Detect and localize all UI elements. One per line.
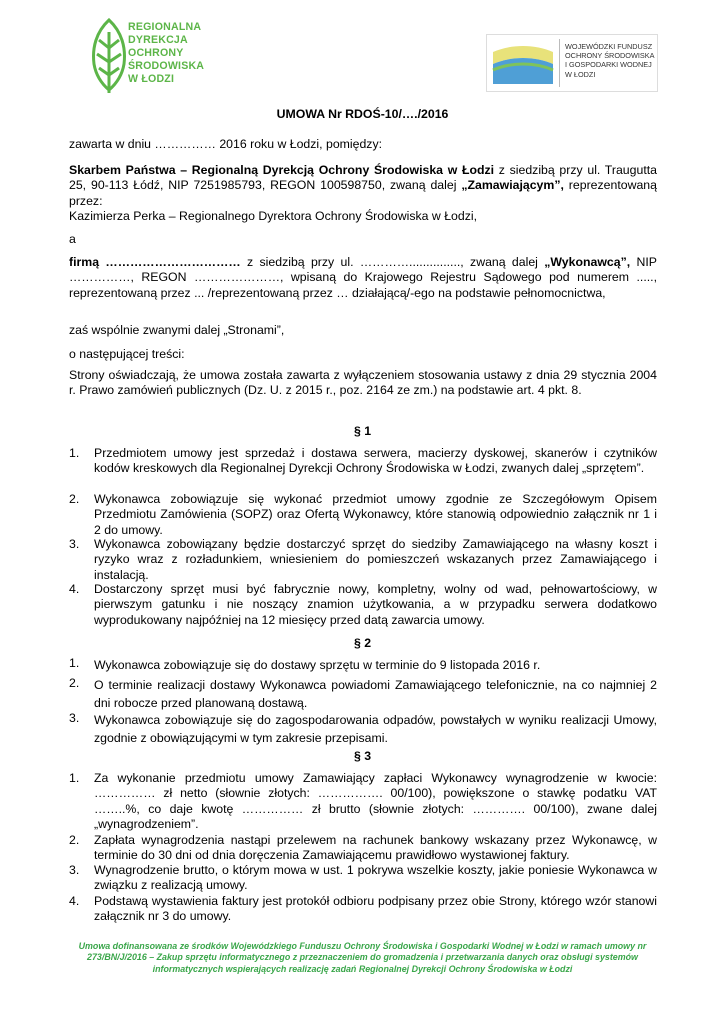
party1-alias: „Zamawiającym”,	[461, 178, 564, 193]
party1-representation: reprezentowaną przez:	[69, 178, 657, 208]
section-heading: § 1	[353, 424, 372, 438]
list-item-number: 2.	[69, 492, 80, 506]
list-item-number: 3.	[69, 537, 80, 551]
list-item	[69, 894, 657, 925]
wfos-logo-line: I GOSPODARKI WODNEJ	[565, 60, 652, 70]
list-item-text: Za wykonanie przedmiotu umowy Zamawiający zapłaci Wykonawcy wynagrodzenie w kwocie: …………… zł netto (słownie złotych: ……………. 00/100), powiększone o stawkę podatku VAT ……..%, co daje kwotę …………… zł brutto (słownie złotych: …………. 00/100), zwane dalej „wynagrodzeniem”.	[94, 771, 657, 832]
jointly-line: zaś wspólnie zwanymi dalej „Stronami”,	[69, 323, 285, 337]
list-item	[69, 656, 657, 674]
rdos-logo	[90, 18, 210, 98]
list-item-text: Wykonawca zobowiązany będzie dostarczyć sprzęt do siedziby Zamawiającego na własny koszt i ryzyko wraz z rozładunkiem, wniesieniem do pomieszczeń wskazanych przez Zamawiającego i instalacją.	[94, 537, 657, 582]
party2-paragraph	[69, 255, 657, 301]
list-item	[69, 771, 657, 833]
party2-registration: NIP ……………, REGON …………………, wpisaną do Krajowego Rejestru Sądowego pod numerem ....., reprezentowaną przez ... /reprezentowaną przez … działającą/-ego na podstawie pełnomocnictwa,	[69, 255, 657, 300]
party1-representative: Kazimierza Perka – Regionalnego Dyrektora Ochrony Środowiska w Łodzi,	[69, 209, 478, 223]
date-line: zawarta w dniu …………… 2016 roku w Łodzi, pomiędzy:	[69, 137, 383, 151]
party1-paragraph	[69, 163, 657, 209]
wfos-logo-divider	[559, 39, 560, 87]
wfos-logo-line: OCHRONY ŚRODOWISKA	[565, 51, 655, 61]
document-title: UMOWA Nr RDOŚ-10/…./2016	[276, 107, 449, 121]
list-item	[69, 492, 657, 538]
list-item-text: Zapłata wynagrodzenia nastąpi przelewem na rachunek bankowy wskazany przez Wykonawcę, w terminie do 30 dni od dnia doręczenia Zamawiającemu prawidłowo wystawionej faktury.	[94, 833, 657, 863]
rdos-logo-line: DYREKCJA	[128, 34, 188, 46]
list-item	[69, 582, 657, 628]
wfos-logo-text	[565, 42, 654, 79]
list-item-number: 2.	[69, 833, 80, 847]
rdos-logo-line: REGIONALNA	[128, 21, 202, 33]
list-item-text: Wykonawca zobowiązuje się do dostawy sprzętu w terminie do 9 listopada 2016 r.	[94, 658, 541, 672]
list-item	[69, 446, 657, 477]
rdos-logo-text	[128, 21, 204, 86]
list-item-number: 3.	[69, 863, 80, 877]
list-item	[69, 833, 657, 864]
party2-alias: „Wykonawcą”,	[544, 255, 631, 269]
and-conjunction: a	[69, 232, 76, 246]
list-item-text: Przedmiotem umowy jest sprzedaż i dostawa serwera, macierzy dyskowej, skanerów i czytników kodów kreskowych dla Regionalnej Dyrekcji Ochrony Środowiska w Łodzi, zwanych dalej „sprzętem”.	[94, 446, 657, 476]
funding-footer: Umowa dofinansowana ze środków Wojewódzkiego Funduszu Ochrony Środowiska i Gospodarki Wodnej w Łodzi w ramach umowy nr 273/BN/J/2016 – Zakup sprzętu informatycznego z przeznaczeniem do gromadzenia i przetwarzania danych oraz obsługi systemów informatycznych wspierających realizację zadań Regionalnej Dyrekcji Ochrony Środowiska w Łodzi	[78, 941, 647, 974]
wfos-logo-line: W ŁODZI	[565, 69, 596, 79]
party2-name: firmą ……………………………	[69, 255, 241, 269]
list-item-number: 1.	[69, 656, 80, 670]
list-item-text: Podstawą wystawienia faktury jest protokół odbioru podpisany przez obie Strony, którego wzór stanowi załącznik nr 3 do umowy.	[94, 894, 657, 924]
party2-details: z siedzibą przy ul. …………..............., zwaną dalej	[240, 255, 545, 269]
list-item-number: 1.	[69, 771, 80, 785]
rdos-logo-line: OCHRONY	[128, 47, 184, 59]
list-item-text: O terminie realizacji dostawy Wykonawca powiadomi Zamawiającego telefonicznie, na co najmniej 2 dni robocze przed planowaną dostawą.	[94, 678, 657, 710]
list-item-text: Dostarczony sprzęt musi być fabrycznie nowy, kompletny, wolny od wad, pełnowartościowy, w pierwszym gatunku i nie noszący znamion użytkowania, a w przypadku serwera dodatkowo wyprodukowany najpóźniej na 12 miesięcy przed datą zawarcia umowy.	[94, 582, 657, 627]
list-item-text: Wynagrodzenie brutto, o którym mowa w ust. 1 pokrywa wszelkie koszty, jakie poniesie Wykonawca w związku z realizacją umowy.	[94, 863, 657, 893]
content-line: o następującej treści:	[69, 347, 185, 361]
list-item-number: 4.	[69, 894, 80, 908]
list-item-text: Wykonawca zobowiązuje się wykonać przedmiot umowy zgodnie ze Szczegółowym Opisem Przedmiotu Zamówienia (SOPZ) oraz Ofertą Wykonawcy, które stanowią odpowiednio załącznik nr 1 i 2 do umowy.	[94, 492, 657, 537]
list-item	[69, 711, 657, 747]
list-item-text: Wykonawca zobowiązuje się do zagospodarowania odpadów, powstałych w wyniku realizacji Umowy, zgodnie z obowiązującymi w tym zakresie przepisami.	[94, 713, 657, 745]
list-item	[69, 537, 657, 583]
list-item-number: 2.	[69, 676, 80, 690]
rdos-logo-line: W ŁODZI	[128, 73, 175, 85]
list-item	[69, 676, 657, 712]
section-heading: § 2	[353, 636, 372, 650]
party1-name: Skarbem Państwa – Regionalną Dyrekcją Ochrony Środowiska w Łodzi	[69, 163, 495, 177]
section-heading: § 3	[353, 749, 372, 763]
wfos-logo-line: WOJEWÓDZKI FUNDUSZ	[565, 42, 653, 51]
list-item-number: 3.	[69, 711, 80, 725]
leaf-icon	[90, 18, 128, 94]
party1-details: z siedzibą przy ul. Traugutta 25, 90-113 Łódź, NIP 7251985793, REGON 100598750, zwaną dalej	[69, 163, 657, 193]
list-item-number: 4.	[69, 582, 80, 596]
wfos-emblem-icon	[491, 38, 555, 88]
list-item-number: 1.	[69, 446, 80, 460]
wfos-logo	[486, 34, 658, 92]
statement-paragraph: Strony oświadczają, że umowa została zawarta z wyłączeniem stosowania ustawy z dnia 29 stycznia 2004 r. Prawo zamówień publicznych (Dz. U. z 2015 r., poz. 2164 ze zm.) na podstawie art. 4 pkt. 8.	[69, 368, 657, 398]
list-item	[69, 863, 657, 894]
rdos-logo-line: ŚRODOWISKA	[128, 60, 205, 72]
